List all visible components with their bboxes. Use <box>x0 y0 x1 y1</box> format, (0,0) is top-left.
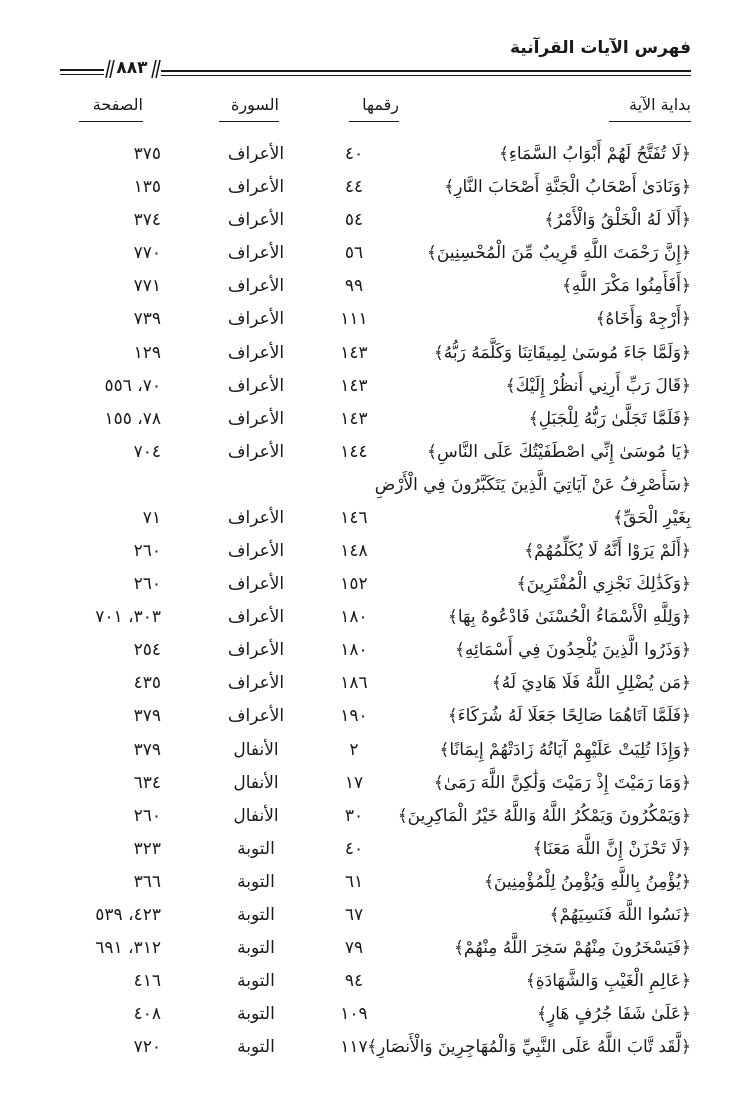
table-row <box>59 899 691 932</box>
verse-number-cell: ١٧ <box>344 772 364 793</box>
surah-cell: الأعراف <box>227 144 285 164</box>
verse-cell: ﴿يُؤْمِنُ بِاللَّهِ وَيُؤْمِنُ لِلْمُؤْمِنِينَ﴾ <box>483 871 691 892</box>
page-cell: ٤١٦ <box>133 971 161 992</box>
page-cell: ٢٦٠ <box>133 805 161 826</box>
verse-number-cell: ١١١ <box>340 309 368 330</box>
page-cell: ٢٦٠ <box>133 574 161 595</box>
verse-cell: ﴿لَا تُفَتَّحُ لَهُمْ أَبْوَابُ السَّمَاءِ﴾ <box>498 144 691 164</box>
verse-cell: ﴿أَلَا لَهُ الْخَلْقُ وَالْأَمْرُ﴾ <box>544 210 691 231</box>
column-header-verse: بداية الآية <box>628 95 691 114</box>
verse-number-cell: ٦١ <box>344 871 364 892</box>
surah-cell: الأنفال <box>233 739 279 760</box>
verse-number-cell: ٩٩ <box>344 276 364 297</box>
table-row <box>59 833 691 866</box>
page-cell: ٤٠٨ <box>133 1004 161 1025</box>
verse-cell: ﴿يَا مُوسَىٰ إِنِّي اصْطَفَيْتُكَ عَلَى النَّاسِ﴾ <box>427 441 691 462</box>
table-row <box>59 370 691 403</box>
verse-number-cell: ١٩٠ <box>340 706 368 727</box>
verse-number-cell: ١٨٠ <box>340 607 368 628</box>
surah-header-underline <box>219 121 279 122</box>
surah-cell: الأعراف <box>227 673 285 694</box>
page-cell: ٢٥٤ <box>133 640 161 661</box>
verse-cell: ﴿قَالَ رَبِّ أَرِنِي أَنظُرْ إِلَيْكَ﴾ <box>505 375 691 396</box>
surah-cell: التوبة <box>237 838 275 859</box>
verse-cell: ﴿وَإِذَا تُلِيَتْ عَلَيْهِمْ آيَاتُهُ زَادَتْهُمْ إِيمَانًا﴾ <box>439 739 691 760</box>
page-cell: ٣٧٤ <box>133 210 161 231</box>
page-number: ٨٨٣ <box>116 58 148 78</box>
verse-cell: ﴿نَسُوا اللَّهَ فَنَسِيَهُمْ﴾ <box>549 904 691 925</box>
surah-cell: الأعراف <box>227 177 285 198</box>
verse-number-cell: ١٤٣ <box>340 342 368 363</box>
table-row <box>59 204 691 237</box>
verse-number-cell: ١٤٣ <box>340 408 368 429</box>
table-row <box>59 535 691 568</box>
verse-cell: ﴿أَرْجِهْ وَأَخَاهُ﴾ <box>595 309 691 330</box>
table-row <box>59 700 691 733</box>
page-cell: ٧٧١ <box>133 276 161 297</box>
page-cell: ٧٣٩ <box>133 309 161 330</box>
surah-cell: الأعراف <box>227 540 285 561</box>
surah-cell: الأعراف <box>227 210 285 231</box>
column-header-page: الصفحة <box>92 95 143 114</box>
surah-cell: الأعراف <box>227 408 285 429</box>
verse-header-underline <box>609 121 691 122</box>
verse-number-cell: ٤٠ <box>344 144 364 164</box>
table-row <box>59 171 691 204</box>
surah-cell: الأعراف <box>227 507 285 528</box>
header-rule-thin <box>161 75 691 76</box>
page-cell: ٣٦٦ <box>133 871 161 892</box>
page-cell: ٦٣٤ <box>133 772 161 793</box>
verse-cell: ﴿فَلَمَّا تَجَلَّىٰ رَبُّهُ لِلْجَبَلِ﴾ <box>528 408 691 429</box>
page-cell: ٤٢٣، ٥٣٩ <box>95 904 161 925</box>
page-cell: ٧٢٠ <box>133 1037 161 1058</box>
verse-cell: ﴿عَلَىٰ شَفَا جُرُفٍ هَارٍ﴾ <box>537 1004 691 1025</box>
surah-cell: الأعراف <box>227 574 285 595</box>
surah-cell: الأعراف <box>227 375 285 396</box>
verse-cell: ﴿عَالِمِ الْغَيْبِ وَالشَّهَادَةِ﴾ <box>525 971 691 992</box>
verse-cell: ﴿مَن يُضْلِلِ اللَّهُ فَلَا هَادِيَ لَهُ﴾ <box>491 673 691 694</box>
running-title: فهرس الآيات القرآنية <box>509 38 691 58</box>
page-cell: ٣٢٣ <box>133 838 161 859</box>
page-cell: ١٢٩ <box>133 342 161 363</box>
page-number-box <box>60 58 162 80</box>
table-row <box>59 866 691 899</box>
surah-cell: الأعراف <box>227 607 285 628</box>
verse-cell: ﴿وَذَرُوا الَّذِينَ يُلْحِدُونَ فِي أَسْمَائِهِ﴾ <box>454 640 691 661</box>
surah-cell: الأعراف <box>227 276 285 297</box>
verse-number-cell: ١٨٦ <box>340 673 368 694</box>
table-row <box>59 469 691 535</box>
table-row <box>59 734 691 767</box>
page-cell: ٧٠، ٥٥٦ <box>104 375 161 396</box>
verse-cell: ﴿وَيَمْكُرُونَ وَيَمْكُرُ اللَّهُ وَاللَّهُ خَيْرُ الْمَاكِرِينَ﴾ <box>397 805 691 826</box>
page-cell: ٣٧٥ <box>133 144 161 164</box>
surah-cell: الأعراف <box>227 243 285 264</box>
verse-cell: ﴿سَأَصْرِفُ عَنْ آيَاتِيَ الَّذِينَ يَتَكَبَّرُونَ فِي الْأَرْضِ بِغَيْرِ الْحَقِّ﴾ <box>374 474 691 528</box>
surah-cell: التوبة <box>237 1037 275 1058</box>
surah-cell: الأعراف <box>227 706 285 727</box>
verse-cell: ﴿إِنَّ رَحْمَتَ اللَّهِ قَرِيبٌ مِّنَ الْمُحْسِنِينَ﴾ <box>426 243 691 264</box>
verse-number-cell: ٣٠ <box>344 805 364 826</box>
column-header-surah: السورة <box>231 95 279 114</box>
page-cell: ٧٠٤ <box>133 441 161 462</box>
table-row <box>59 767 691 800</box>
verse-number-cell: ١٥٢ <box>340 574 368 595</box>
verse-cell: ﴿وَكَذَٰلِكَ نَجْزِي الْمُفْتَرِينَ﴾ <box>516 574 691 595</box>
page-cell: ٣٠٣، ٧٠١ <box>95 607 161 628</box>
verse-number-cell: ١٤٦ <box>340 507 368 528</box>
verse-number-cell: ١٨٠ <box>340 640 368 661</box>
table-row <box>59 568 691 601</box>
verse-cell: ﴿لَا تَحْزَنْ إِنَّ اللَّهَ مَعَنَا﴾ <box>532 838 691 859</box>
index-table <box>59 138 691 1064</box>
verse-number-cell: ١٤٨ <box>340 540 368 561</box>
verse-number-cell: ٤٤ <box>344 177 364 198</box>
table-row <box>59 303 691 336</box>
table-row <box>59 800 691 833</box>
verse-cell: ﴿وَمَا رَمَيْتَ إِذْ رَمَيْتَ وَلَٰكِنَّ اللَّهَ رَمَىٰ﴾ <box>433 772 691 793</box>
surah-cell: الأعراف <box>227 342 285 363</box>
verse-number-cell: ١١٧ <box>340 1037 368 1058</box>
verse-number-cell: ٤٠ <box>344 838 364 859</box>
verse-cell: ﴿فَلَمَّا آتَاهُمَا صَالِحًا جَعَلَا لَهُ شُرَكَاءَ﴾ <box>447 706 691 727</box>
verse-cell: ﴿لَّقَد تَّابَ اللَّهُ عَلَى النَّبِيِّ وَالْمُهَاجِرِينَ وَالْأَنصَارِ﴾ <box>367 1037 691 1058</box>
table-row <box>59 965 691 998</box>
page-cell: ٤٣٥ <box>133 673 161 694</box>
page-cell: ٣٧٩ <box>133 706 161 727</box>
verse-number-cell: ١٤٤ <box>340 441 368 462</box>
page-cell: ٣١٢، ٦٩١ <box>95 938 161 959</box>
table-row <box>59 1031 691 1064</box>
surah-cell: التوبة <box>237 1004 275 1025</box>
header-rule <box>161 70 691 72</box>
surah-cell: الأنفال <box>233 805 279 826</box>
table-row <box>59 270 691 303</box>
table-row <box>59 138 691 171</box>
surah-cell: التوبة <box>237 871 275 892</box>
table-row <box>59 667 691 700</box>
page-header-underline <box>79 121 143 122</box>
table-row <box>59 634 691 667</box>
table-row <box>59 932 691 965</box>
verse-number-cell: ٩٤ <box>344 971 364 992</box>
table-row <box>59 403 691 436</box>
column-header-number: رقمها <box>362 95 399 114</box>
verse-cell: ﴿وَلَمَّا جَاءَ مُوسَىٰ لِمِيقَاتِنَا وَكَلَّمَهُ رَبُّهُ﴾ <box>433 342 691 363</box>
number-header-underline <box>349 121 399 122</box>
verse-number-cell: ٦٧ <box>344 904 364 925</box>
surah-cell: الأنفال <box>233 772 279 793</box>
page-cell: ٧٨، ١٥٥ <box>104 408 161 429</box>
verse-cell: ﴿وَلِلَّهِ الْأَسْمَاءُ الْحُسْنَىٰ فَادْعُوهُ بِهَا﴾ <box>447 607 691 628</box>
verse-cell: ﴿فَيَسْخَرُونَ مِنْهُمْ سَخِرَ اللَّهُ مِنْهُمْ﴾ <box>453 938 691 959</box>
surah-cell: التوبة <box>237 904 275 925</box>
page-cell: ٣٧٩ <box>133 739 161 760</box>
page-cell: ٢٦٠ <box>133 540 161 561</box>
surah-cell: الأعراف <box>227 309 285 330</box>
table-row <box>59 436 691 469</box>
table-row <box>59 601 691 634</box>
verse-number-cell: ٥٤ <box>344 210 364 231</box>
page-cell: ٧١ <box>142 507 161 528</box>
verse-cell: ﴿أَفَأَمِنُوا مَكْرَ اللَّهِ﴾ <box>561 276 691 297</box>
verse-cell: ﴿وَنَادَىٰ أَصْحَابُ الْجَنَّةِ أَصْحَابَ النَّارِ﴾ <box>444 177 691 198</box>
table-row <box>59 337 691 370</box>
verse-number-cell: ٧٩ <box>344 938 364 959</box>
table-row <box>59 237 691 270</box>
page-cell: ٧٧٠ <box>133 243 161 264</box>
surah-cell: الأعراف <box>227 640 285 661</box>
surah-cell: التوبة <box>237 971 275 992</box>
verse-number-cell: ١٤٣ <box>340 375 368 396</box>
table-row <box>59 998 691 1031</box>
page-cell: ١٣٥ <box>133 177 161 198</box>
verse-cell: ﴿أَلَمْ يَرَوْا أَنَّهُ لَا يُكَلِّمُهُمْ﴾ <box>524 540 691 561</box>
verse-number-cell: ١٠٩ <box>340 1004 368 1025</box>
verse-number-cell: ٢ <box>349 739 359 760</box>
verse-number-cell: ٥٦ <box>344 243 364 264</box>
surah-cell: التوبة <box>237 938 275 959</box>
surah-cell: الأعراف <box>227 441 285 462</box>
